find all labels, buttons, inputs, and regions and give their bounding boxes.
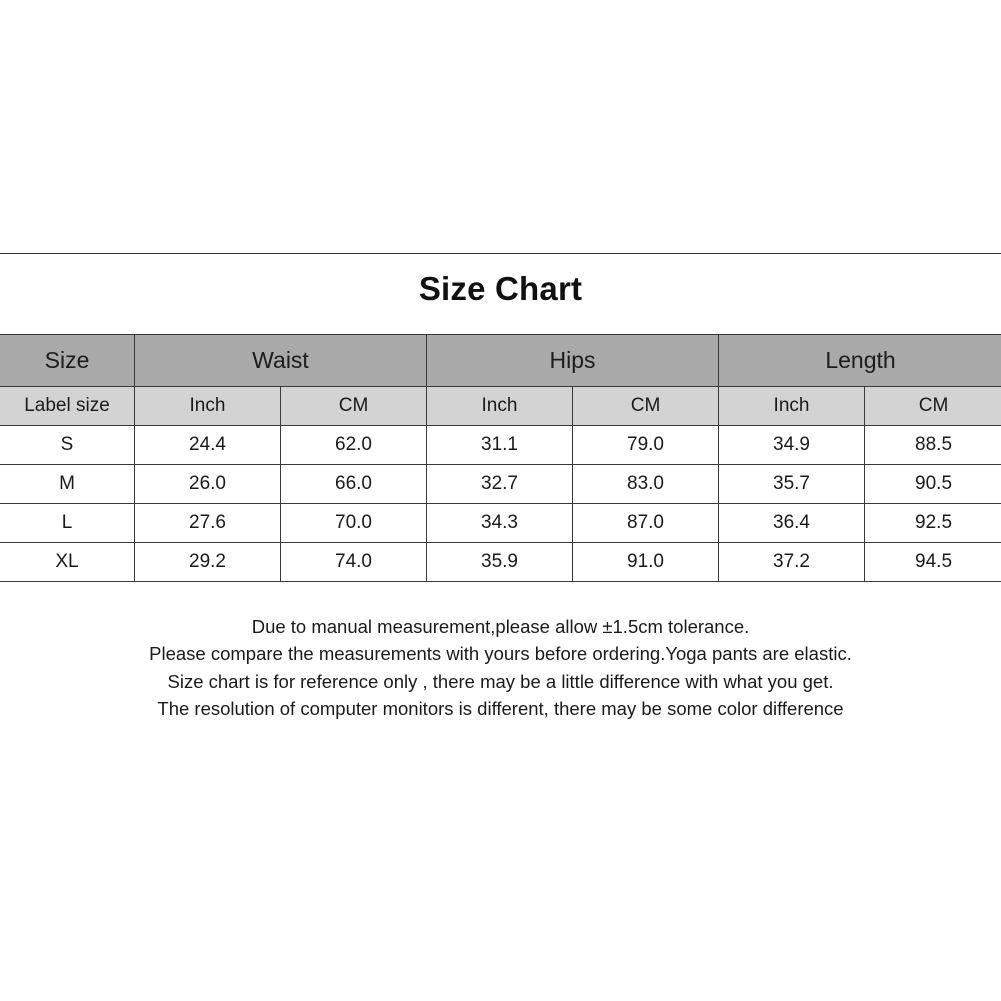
cell-length-cm: 94.5 <box>865 543 1001 582</box>
cell-waist-cm: 62.0 <box>281 426 427 465</box>
top-divider <box>0 253 1001 254</box>
cell-hips-inch: 31.1 <box>427 426 573 465</box>
note-line: Due to manual measurement,please allow ±1.5cm tolerance. <box>251 616 750 637</box>
subheader-label-size: Label size <box>0 387 135 426</box>
cell-hips-cm: 83.0 <box>573 465 719 504</box>
cell-size: L <box>0 504 135 543</box>
table-row <box>0 426 1001 465</box>
cell-waist-cm: 74.0 <box>281 543 427 582</box>
subheader-waist-cm: CM <box>281 387 427 426</box>
cell-length-cm: 88.5 <box>865 426 1001 465</box>
cell-waist-inch: 27.6 <box>135 504 281 543</box>
cell-size: XL <box>0 543 135 582</box>
subheader-length-inch: Inch <box>719 387 865 426</box>
note-line: The resolution of computer monitors is different, there may be some color difference <box>157 697 844 719</box>
cell-length-inch: 35.7 <box>719 465 865 504</box>
cell-hips-inch: 34.3 <box>427 504 573 543</box>
page-title: Size Chart <box>418 270 583 307</box>
header-hips: Hips <box>427 335 719 387</box>
cell-hips-cm: 91.0 <box>573 543 719 582</box>
cell-waist-inch: 29.2 <box>135 543 281 582</box>
subheader-waist-inch: Inch <box>135 387 281 426</box>
cell-waist-inch: 26.0 <box>135 465 281 504</box>
note-line: Size chart is for reference only , there may be a little difference with what you get. <box>167 670 834 692</box>
cell-hips-inch: 35.9 <box>427 543 573 582</box>
header-waist: Waist <box>135 335 427 387</box>
cell-hips-cm: 79.0 <box>573 426 719 465</box>
table-row <box>0 465 1001 504</box>
cell-length-cm: 92.5 <box>865 504 1001 543</box>
cell-length-cm: 90.5 <box>865 465 1001 504</box>
subheader-hips-cm: CM <box>573 387 719 426</box>
subheader-length-cm: CM <box>865 387 1001 426</box>
cell-length-inch: 37.2 <box>719 543 865 582</box>
size-chart-table <box>0 334 1001 582</box>
subheader-hips-inch: Inch <box>427 387 573 426</box>
header-size: Size <box>0 335 135 387</box>
cell-waist-cm: 66.0 <box>281 465 427 504</box>
cell-hips-cm: 87.0 <box>573 504 719 543</box>
note-line: Please compare the measurements with yours before ordering.Yoga pants are elastic. <box>149 643 852 665</box>
table-subheader-row <box>0 387 1001 426</box>
table-row <box>0 543 1001 582</box>
cell-waist-inch: 24.4 <box>135 426 281 465</box>
cell-waist-cm: 70.0 <box>281 504 427 543</box>
cell-hips-inch: 32.7 <box>427 465 573 504</box>
table-row <box>0 504 1001 543</box>
table-header-row <box>0 335 1001 387</box>
cell-size: M <box>0 465 135 504</box>
notes-block <box>0 613 1001 722</box>
cell-size: S <box>0 426 135 465</box>
cell-length-inch: 36.4 <box>719 504 865 543</box>
header-length: Length <box>719 335 1001 387</box>
cell-length-inch: 34.9 <box>719 426 865 465</box>
